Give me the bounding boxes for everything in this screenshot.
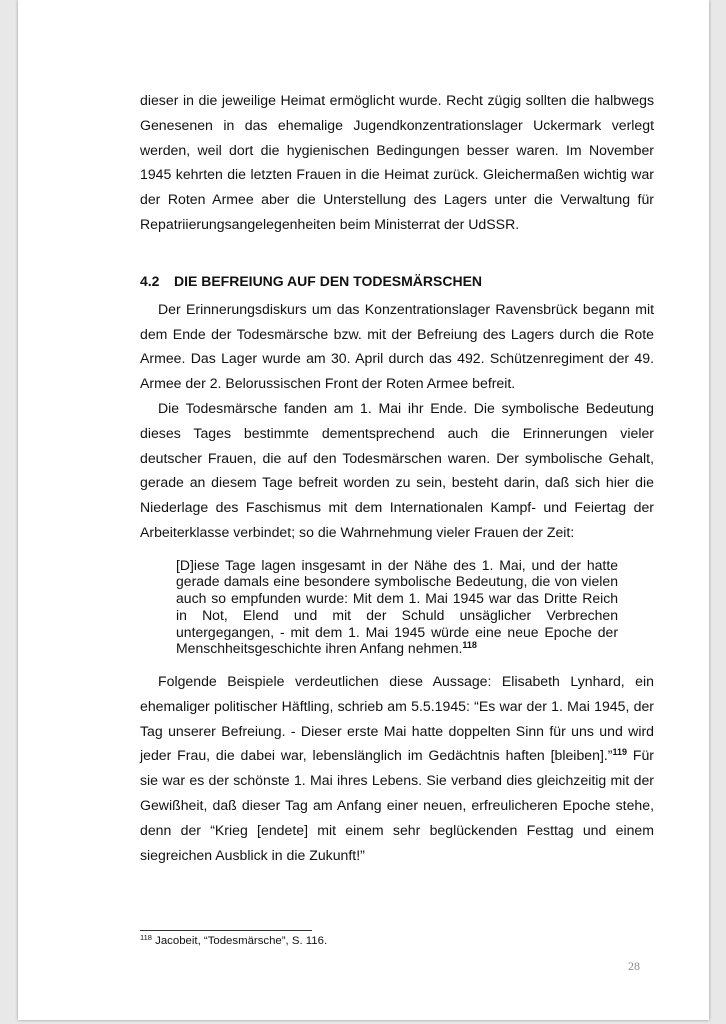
footnote-number: 118	[140, 933, 152, 942]
page-body	[140, 88, 654, 867]
paragraph-3-part2: Für sie war es der schönste 1. Mai ihres Lebens. Sie verband dies gleichzeitig mit der Gewißheit, daß dieser Tag am Anfang einer neuen, erfreulicheren Epoche stehe, denn der “Krieg [endete] mit einem sehr beglückenden Festtag und einem siegreichen Ausblick in die Zukunft!”	[140, 747, 654, 863]
document-page	[18, 0, 709, 1020]
section-number: 4.2	[140, 272, 160, 289]
paragraph-2: Die Todesmärsche fanden am 1. Mai ihr Ende. Die symbolische Bedeutung dieses Tages bestimmte dementsprechend auch die Erinnerungen vieler deutscher Frauen, die auf den Todesmärschen waren. Der symbolische Gehalt, gerade an diesem Tage befreit worden zu sein, besteht darin, daß sich hier die Niederlage des Faschismus mit dem Internationalen Kampf- und Feiertag der Arbeiterklasse verbindet; so die Wahrnehmung vieler Frauen der Zeit:	[140, 399, 654, 540]
footnote	[140, 935, 327, 947]
paragraph-3	[140, 669, 654, 867]
page-number: 28	[628, 959, 640, 973]
section-heading	[140, 269, 654, 293]
section-title: DIE BEFREIUNG AUF DEN TODESMÄRSCHEN	[174, 272, 483, 289]
paragraph-intro: dieser in die jeweilige Heimat ermöglicht wurde. Recht zügig sollten die halbwegs Genesenen in das ehemalige Jugendkonzentrationslager Uckermark verlegt werden, weil dort die hygienischen Bedingungen besser waren. Im November 1945 kehrten die letzten Frauen in die Heimat zurück. Gleichermaßen wichtig war der Roten Armee aber die Unterstellung des Lagers unter die Verwaltung für Repatriierungsangelegenheiten beim Ministerrat der UdSSR.	[140, 92, 654, 232]
footnote-divider	[140, 930, 312, 931]
footnote-ref-119[interactable]: 119	[612, 747, 628, 758]
paragraph-1: Der Erinnerungsdiskurs um das Konzentrationslager Ravensbrück begann mit dem Ende der Todesmärsche bzw. mit der Befreiung des Lagers durch die Rote Armee. Das Lager wurde am 30. April durch das 492. Schützenregiment der 49. Armee der 2. Belorussischen Front der Roten Armee befreit.	[140, 300, 654, 392]
quote-text: [D]iese Tage lagen insgesamt in der Nähe des 1. Mai, und der hatte gerade damals eine besondere symbolische Bedeutung, die von vielen auch so empfunden wurde: Mit dem 1. Mai 1945 war das Dritte Reich in Not, Elend und mit der Schuld unsäglicher Verbrechen untergegangen, - mit dem 1. Mai 1945 würde eine neue Epoche der Menschheitsgeschichte ihren Anfang nehmen.	[176, 556, 618, 657]
footnote-ref-118[interactable]: 118	[462, 640, 477, 651]
paragraph-3-part1: Folgende Beispiele verdeutlichen diese Aussage: Elisabeth Lynhard, ein ehemaliger politischer Häftling, schrieb am 5.5.1945: “Es war der 1. Mai 1945, der Tag unserer Befreiung. - Dieser erste Mai hatte doppelten Sinn für uns und wird jeder Frau, die dabei war, lebenslänglich im Gedächtnis haften [bleiben].”	[140, 672, 654, 764]
footnote-text: Jacobeit, “Todesmärsche”, S. 116.	[155, 935, 328, 947]
block-quote	[176, 557, 618, 657]
